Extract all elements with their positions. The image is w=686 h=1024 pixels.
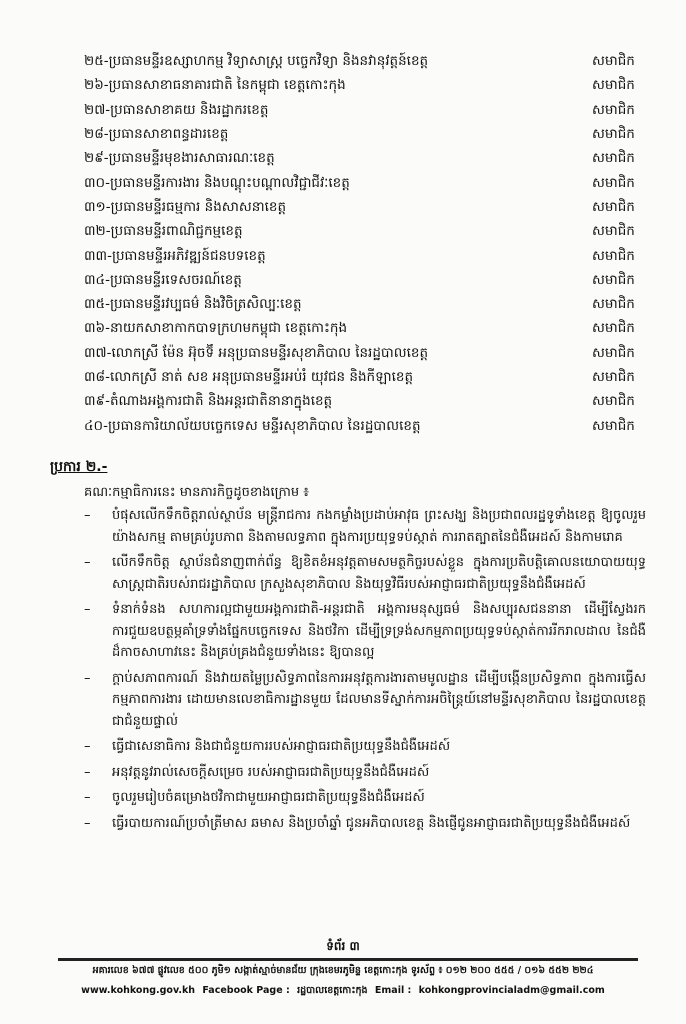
duty-bullet: – (84, 508, 91, 523)
member-role: សមាជិក (592, 150, 635, 167)
member-role: សមាជិក (592, 174, 635, 191)
member-row (84, 220, 644, 244)
member-name: ៣៣-ប្រធានមន្ទីរអភិវឌ្ឍន៍ជនបទខេត្ត (84, 247, 266, 264)
duty-item (84, 505, 646, 548)
member-name: ៣៨-លោកស្រី នាត់ សខ អនុប្រធានមន្ទីរអប់រំ យុវជន និងកីឡាខេត្ត (84, 369, 414, 385)
duty-item (84, 762, 646, 784)
duty-bullet: – (84, 764, 91, 780)
duty-bullet: – (84, 815, 91, 831)
member-row (84, 366, 644, 390)
member-name: ២៧-ប្រធានសាខាគយ និងរដ្ឋាករខេត្ត (84, 101, 269, 118)
duty-list (84, 505, 646, 838)
member-row (84, 269, 644, 293)
member-row (84, 99, 644, 123)
member-name: ២៨-ប្រធានសាខាពន្ធដារខេត្ត (84, 126, 229, 143)
duty-text: ធ្វើជាសេនាធិការ និងជាជំនួយការរបស់អាជ្ញាធរជាតិប្រយុទ្ធនឹងជំងឺអេដស៍ (112, 739, 451, 754)
member-name: ៣១-ប្រធានមន្ទីរធម្មការ និងសាសនាខេត្ត (84, 198, 287, 215)
duty-item (84, 668, 646, 733)
member-row (84, 317, 644, 341)
duty-text: អនុវត្តនូវរាល់សេចក្តីសម្រេច របស់អាជ្ញាធរជាតិប្រយុទ្ធនឹងជំងឺអេដស៍ (112, 764, 430, 780)
footer-facebook-value: រដ្ឋបាលខេត្តកោះកុង (297, 985, 368, 996)
article-intro: គណៈកម្មាធិការនេះ មានភារកិច្ចដូចខាងក្រោម ៖ (84, 485, 309, 500)
member-row (84, 196, 644, 220)
member-name: ២៥-ប្រធានមន្ទីរឧស្សាហកម្ម វិទ្យាសាស្ត្រ បច្ចេកវិទ្យា និងនវានុវត្តន៍ខេត្ត (84, 53, 429, 70)
duty-item (84, 787, 646, 809)
duty-item (84, 813, 646, 835)
duty-item (84, 599, 646, 664)
footer-divider (58, 958, 638, 961)
member-name: ៣២-ប្រធានមន្ទីរពាណិជ្ជកម្មខេត្ត (84, 223, 243, 240)
member-role: សមាជិក (592, 223, 635, 240)
member-name: ៣៧-លោកស្រី ម៉ែន អ៊ុចទ៊ី អនុប្រធានមន្ទីរសុខាភិបាល នៃរដ្ឋបាលខេត្ត (84, 344, 429, 361)
duty-text: ក្តាប់សភាពការណ៍ និងវាយតម្លៃប្រសិទ្ធភាពនៃការអនុវត្តការងារតាមមូលដ្ឋាន ដើម្បីបង្កើនប្រសិទ្ធភាព ក្នុងការធ្វើសកម្មភាពការងារ ដោយមានលេខាធិការដ្ឋានមួយ ដែលមានទីស្នាក់ការអចិន្ត្រៃយ៍នៅមន្ទីរសុខាភិបាល នៃរដ្ឋបាលខេត្ត ជាជំនួយផ្ទាល់ (112, 670, 646, 729)
member-name: ៣៥-ប្រធានមន្ទីរវប្បធម៌ និងវិចិត្រសិល្បៈខេត្ត (84, 296, 302, 313)
duty-bullet: – (84, 790, 91, 805)
duty-bullet: – (84, 555, 91, 570)
member-role: សមាជិក (592, 198, 635, 215)
member-row (84, 342, 644, 366)
footer-email-value: kohkongprovincialadm@gmail.com (418, 985, 605, 996)
member-row (84, 50, 644, 74)
footer-contacts (0, 984, 686, 998)
member-role: សមាជិក (592, 53, 635, 70)
footer-facebook-label: Facebook Page : (202, 985, 290, 996)
member-row (84, 123, 644, 147)
member-row (84, 147, 644, 171)
member-row (84, 293, 644, 317)
member-name: ២៦-ប្រធានសាខាធនាគារជាតិ នៃកម្ពុជា ខេត្តកោះកុង (84, 77, 346, 94)
member-row (84, 244, 644, 268)
member-role: សមាជិក (592, 101, 635, 118)
member-row (84, 390, 644, 414)
duty-text: លើកទឹកចិត្ត ស្ថាប័នជំនាញពាក់ព័ន្ធ ឱ្យខិតខំអនុវត្តតាមសមត្ថកិច្ចរបស់ខ្លួន ក្នុងការប្រតិបត្តិគោលនយោបាយយុទ្ធសាស្ត្រជាតិរបស់រាជរដ្ឋាភិបាល ក្រសួងសុខាភិបាល និងយុទ្ធវិធីរបស់អាជ្ញាធរជាតិប្រយុទ្ធនឹងជំងឺអេដស៍ (112, 555, 646, 592)
member-name: ៣៩-តំណាងអង្គការជាតិ និងអន្តរជាតិនានាក្នុងខេត្ត (84, 393, 333, 410)
member-role: សមាជិក (592, 369, 635, 385)
footer-website: www.kohkong.gov.kh (81, 985, 196, 996)
duty-item (84, 736, 646, 758)
duty-text: ទំនាក់ទំនង សហការល្អជាមួយអង្គការជាតិ-អន្តរជាតិ អង្គការមនុស្សធម៌ និងសប្បុរសជននានា ដើម្បីស្វែងរកការជួយឧបត្ថម្ភគាំទ្រទាំងផ្នែកបច្ចេកទេស និងថវិកា ដើម្បីទ្រទ្រង់សកម្មភាពប្រយុទ្ធទប់ស្កាត់ការរីករាលដាល នៃជំងឺដ៏កាចសាហាវនេះ និងគ្រប់គ្រងជំនួយទាំងនេះ ឱ្យបានល្អ (112, 602, 646, 660)
member-name: ៣៦-នាយកសាខាកាកបាទក្រហមកម្ពុជា ខេត្តកោះកុង (84, 320, 348, 337)
member-name: ២៩-ប្រធានមន្ទីរមុខងារសាធារណៈខេត្ត (84, 150, 275, 167)
member-row (84, 74, 644, 98)
article-heading: ប្រការ ២.- (50, 459, 108, 475)
page-number: ទំព័រ ៣ (326, 939, 360, 953)
member-name: ៣៤-ប្រធានមន្ទីរទេសចរណ៍ខេត្ត (84, 271, 242, 288)
member-role: សមាជិក (592, 393, 635, 410)
member-role: សមាជិក (592, 296, 635, 313)
member-role: សមាជិក (592, 320, 635, 337)
member-name: ៣០-ប្រធានមន្ទីរការងារ និងបណ្តុះបណ្តាលវិជ្ជាជីវៈខេត្ត (84, 174, 350, 191)
duty-bullet: – (84, 670, 91, 686)
member-role: សមាជិក (592, 417, 635, 434)
footer-address: អគារលេខ ៦៧៧ ផ្លូវលេខ ៥០០ ភូមិ១ សង្កាត់ស្មាច់មានជ័យ ក្រុងខេមរភូមិន្ទ ខេត្តកោះកុង ទូរស័ព្ទ ៖ ០១២ ២០០ ៥៥៥ / ០១៦ ៥៥២ ២២៤ (92, 965, 594, 976)
member-role: សមាជិក (592, 271, 635, 288)
member-row (84, 414, 644, 438)
duty-text: បំផុសលើកទឹកចិត្តរាល់ស្ថាប័ន មន្ត្រីរាជការ កងកម្លាំងប្រដាប់អាវុធ ព្រះសង្ឃ និងប្រជាពលរដ្ឋទូទាំងខេត្ត ឱ្យចូលរួមយ៉ាងសកម្ម តាមគ្រប់រូបភាព និងតាមលទ្ធភាព ក្នុងការប្រយុទ្ធទប់ស្កាត់ ការរាតត្បាតនៃជំងឺអេដស៍ និងកាមរោគ (112, 508, 646, 545)
duty-bullet: – (84, 739, 91, 754)
footer-email-label: Email : (374, 985, 412, 996)
duty-text: ចូលរួមរៀបចំគម្រោងថវិកាជាមួយអាជ្ញាធរជាតិប្រយុទ្ធនឹងជំងឺអេដស៍ (112, 790, 425, 805)
member-role: សមាជិក (592, 344, 635, 361)
member-row (84, 171, 644, 195)
member-role: សមាជិក (592, 247, 635, 264)
duty-item (84, 552, 646, 595)
duty-bullet: – (84, 602, 91, 617)
member-role: សមាជិក (592, 77, 635, 94)
member-role: សមាជិក (592, 126, 635, 143)
duty-text: ធ្វើរបាយការណ៍ប្រចាំត្រីមាស ឆមាស និងប្រចាំឆ្នាំ ជូនអភិបាលខេត្ត និងផ្ញើជូនអាជ្ញាធរជាតិប្រយុទ្ធនឹងជំងឺអេដស៍ (112, 815, 631, 831)
member-name: ៤០-ប្រធានការិយាល័យបច្ចេកទេស មន្ទីរសុខាភិបាល នៃរដ្ឋបាលខេត្ត (84, 417, 421, 434)
member-list (84, 50, 644, 439)
